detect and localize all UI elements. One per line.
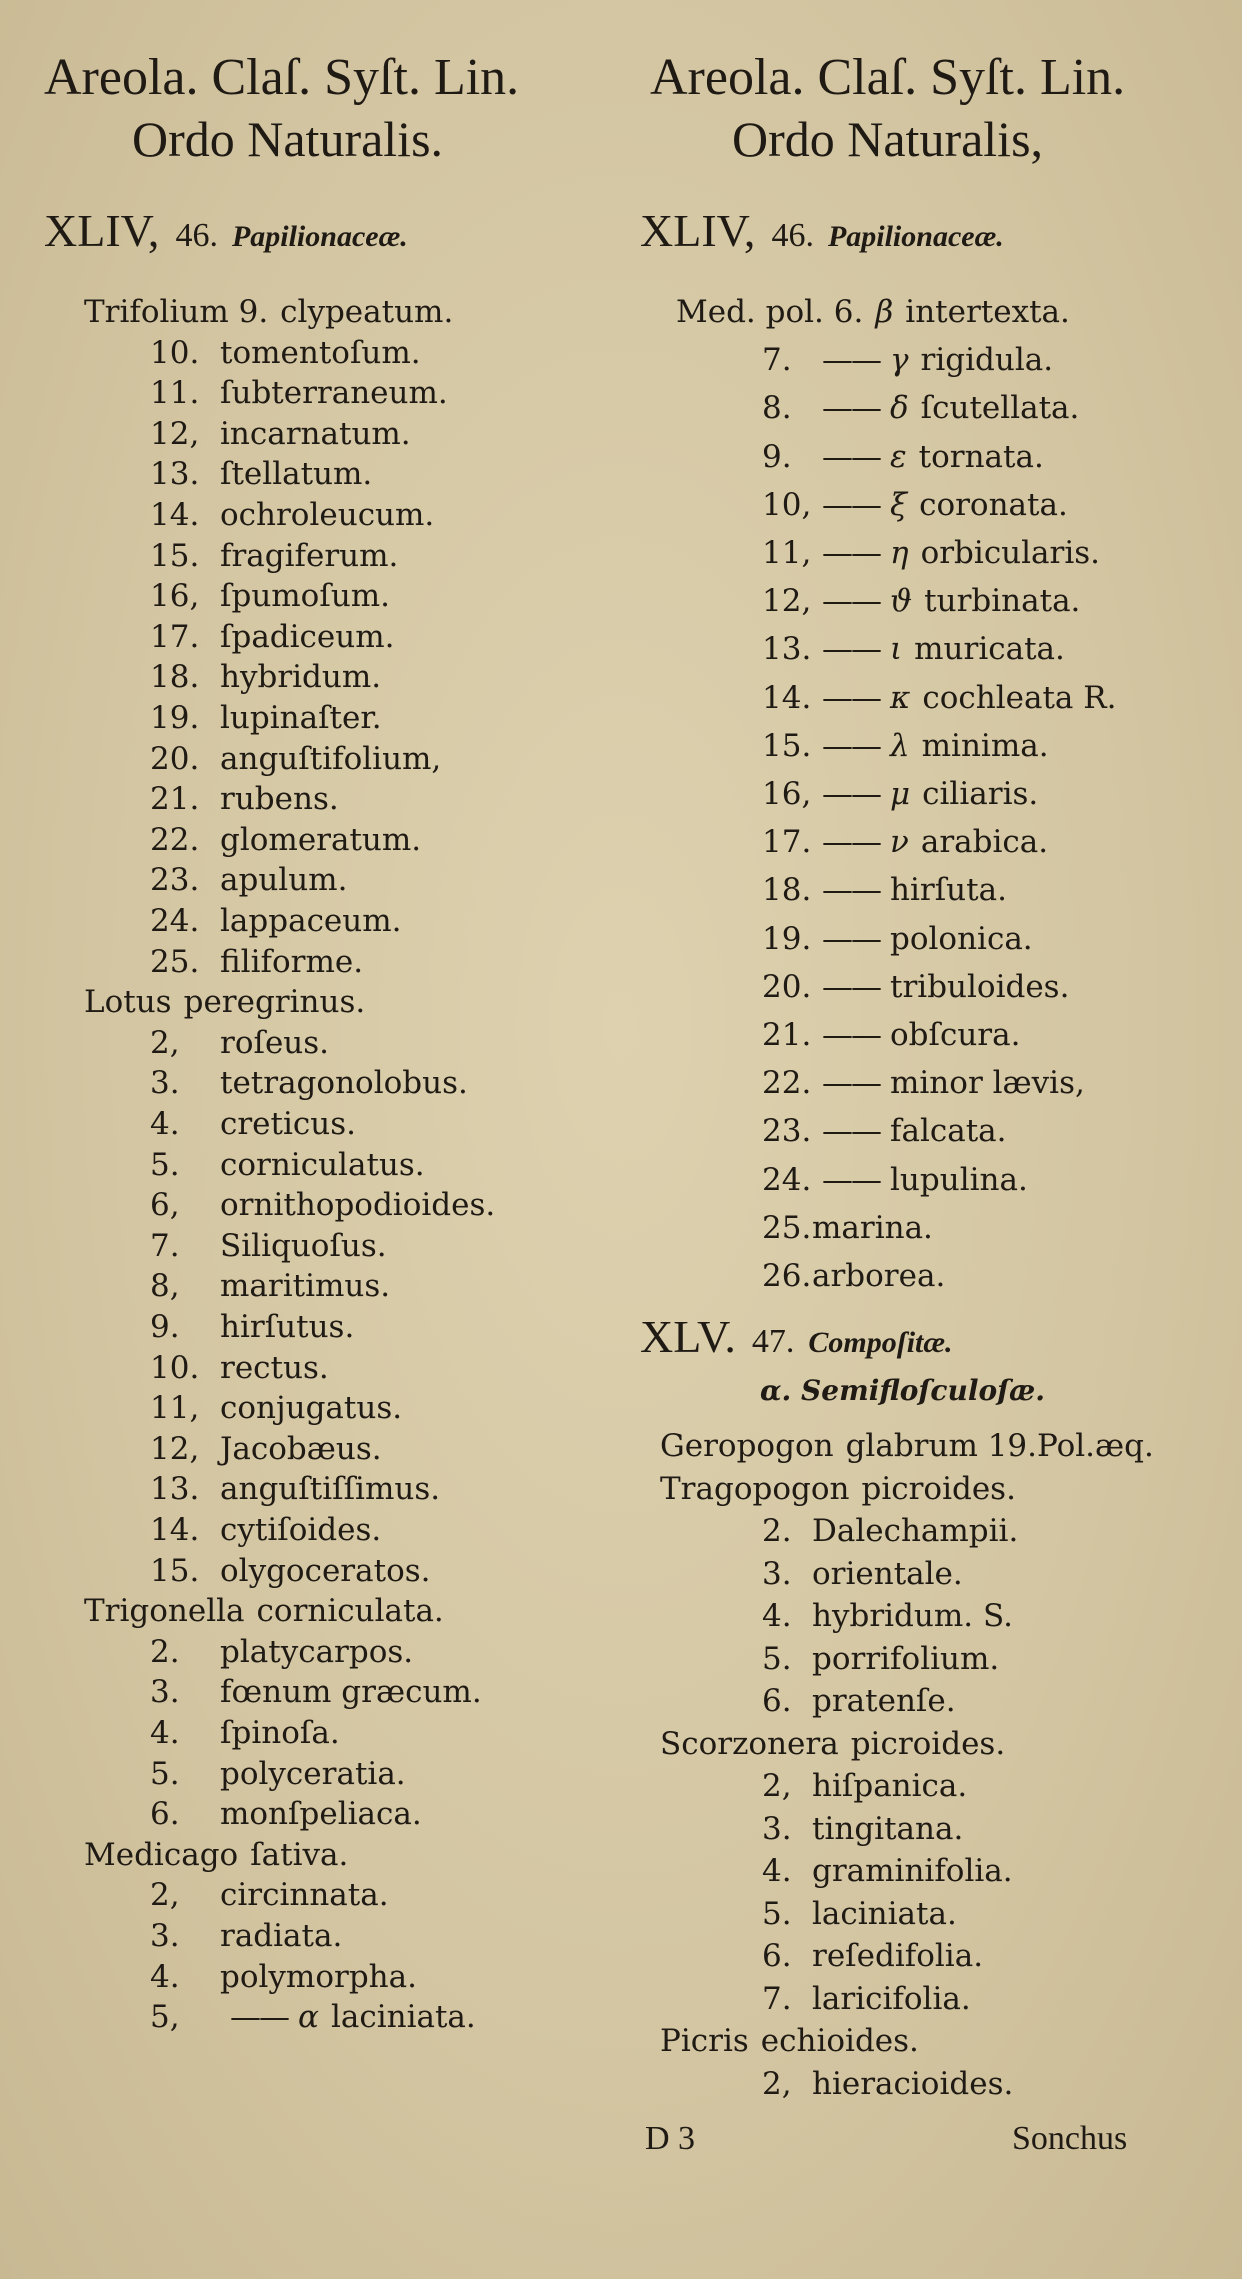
entry-number: 6. [762, 1683, 792, 1719]
species-name: laciniata. [330, 1999, 476, 2036]
list-item [150, 414, 411, 454]
list-item [762, 2064, 1013, 2104]
entry-number: 21. [762, 1017, 812, 1053]
species-name: lappaceum. [220, 903, 402, 939]
list-item [150, 942, 363, 982]
list-item [150, 1185, 495, 1225]
list-item [762, 1979, 971, 2019]
species-name: hybridum. S. [812, 1598, 1013, 1634]
species-name: tingitana. [812, 1810, 964, 1847]
entry-number: 26. [762, 1258, 812, 1294]
list-item [762, 1554, 963, 1594]
list-item [660, 1724, 1005, 1764]
species-name: picroides. [850, 1725, 1006, 1762]
entry-number: 20. [762, 968, 812, 1005]
species-name: turbinata. [924, 583, 1081, 620]
variety-letter: ε [890, 438, 907, 475]
ditto-dash: —— [822, 486, 880, 523]
entry-number: 16, [150, 578, 200, 615]
variety-letter: κ [890, 679, 911, 716]
entry-number: 4. [762, 1853, 792, 1889]
entry-number: 12, [762, 583, 812, 620]
species-name: creticus. [220, 1106, 356, 1142]
list-item [150, 820, 421, 860]
ditto-dash: —— [822, 1113, 880, 1150]
list-item [660, 2021, 919, 2061]
species-name: ciliaris. [922, 776, 1039, 812]
entry-number: 9. [762, 438, 792, 475]
entry-number: 18. [150, 659, 200, 696]
list-item [762, 1015, 1020, 1055]
list-item [84, 1835, 348, 1875]
list-item [150, 373, 448, 413]
header-right-subtitle: Ordo Naturalis, [732, 111, 1044, 167]
section-number: 46. [175, 217, 218, 254]
entry-number: 17. [762, 824, 812, 861]
entry-number: Scorzonera [660, 1725, 839, 1762]
entry-number: Medicago [84, 1836, 239, 1873]
species-name: lupinaſter. [220, 700, 382, 736]
species-name: orientale. [812, 1555, 963, 1592]
list-item [762, 678, 1116, 718]
variety-letter: μ [890, 776, 911, 812]
species-name: orbicularis. [920, 535, 1101, 571]
list-item [150, 1104, 356, 1144]
list-item [150, 1754, 406, 1794]
list-item [84, 1591, 444, 1631]
list-item [150, 1713, 340, 1753]
entry-number: 6. [150, 1796, 180, 1833]
entry-number: 12, [150, 1430, 200, 1467]
entry-number: 13. [150, 456, 200, 493]
entry-number: 15. [762, 727, 812, 764]
species-name: echioides. [760, 2023, 919, 2059]
species-name: hiſpanica. [812, 1768, 968, 1804]
entry-number: Trifolium 9. [84, 294, 269, 330]
entry-number: 23. [150, 862, 200, 899]
entry-number: 13. [762, 631, 812, 668]
species-name: muricata. [914, 631, 1065, 668]
list-item [762, 1256, 945, 1296]
species-name: polymorpha. [220, 1958, 417, 1995]
species-name: platycarpos. [220, 1633, 414, 1670]
signature-mark: D 3 [645, 2120, 696, 2157]
ditto-dash: —— [822, 824, 880, 861]
list-item [150, 1469, 440, 1509]
species-name: arborea. [812, 1258, 946, 1294]
list-item [762, 822, 1048, 862]
entry-number: 23. [762, 1113, 812, 1150]
section-number: 47. [751, 1323, 795, 1360]
section-family: Compoſitæ. [808, 1326, 953, 1359]
ditto-dash: —— [822, 535, 880, 571]
species-name: ſpumoſum. [220, 578, 391, 615]
variety-letter: β [875, 294, 894, 330]
entry-number: 11, [150, 1390, 200, 1427]
list-item [150, 1063, 468, 1103]
ditto-dash: —— [822, 679, 880, 716]
species-name: Siliquoſus. [220, 1227, 387, 1264]
species-name: ſubterraneum. [220, 375, 448, 412]
entry-number: 2, [150, 1877, 180, 1914]
list-item [762, 1681, 956, 1721]
list-item [762, 388, 1079, 428]
list-item [150, 576, 390, 616]
entry-number: 21. [150, 781, 200, 818]
list-item [762, 1596, 1013, 1636]
entry-number: 6. [762, 1938, 792, 1974]
entry-number: 17. [150, 618, 200, 655]
entry-number: 2, [762, 1768, 792, 1804]
entry-number: 13. [150, 1471, 200, 1508]
list-item [84, 292, 453, 332]
section-family: Papilionaceæ. [827, 220, 1004, 253]
species-name: glomeratum. [220, 821, 422, 858]
entry-number: 15. [150, 1552, 200, 1589]
list-item [762, 1111, 1007, 1151]
entry-number: 14. [762, 679, 812, 716]
list-item [150, 1266, 390, 1306]
list-item [84, 982, 365, 1022]
list-item [676, 292, 1070, 332]
species-name: tomentoſum. [220, 334, 421, 371]
species-name: pratenſe. [812, 1683, 956, 1719]
entry-number: 24. [762, 1161, 812, 1198]
list-item [150, 779, 339, 819]
entry-number: 14. [150, 497, 200, 533]
entry-number: 19. [762, 920, 812, 957]
list-item [762, 485, 1068, 525]
list-item [762, 1809, 963, 1849]
entry-number: 5. [150, 1755, 180, 1792]
entry-number: 22. [150, 821, 200, 858]
entry-number: 3. [150, 1918, 180, 1954]
section-roman: XLIV, [44, 205, 160, 256]
entry-number: 14. [150, 1512, 200, 1548]
entry-number: 24. [150, 903, 200, 939]
list-item [150, 1794, 422, 1834]
list-item [150, 1875, 389, 1915]
list-item [150, 860, 347, 900]
entry-number: 9. [150, 1309, 180, 1345]
species-name: ſpinoſa. [220, 1715, 340, 1751]
list-item [660, 1469, 1016, 1509]
list-item [762, 1851, 1013, 1891]
species-name: peregrinus. [183, 984, 366, 1021]
species-name: ſativa. [250, 1836, 349, 1873]
entry-number: 10, [762, 486, 812, 523]
species-name: Jacobæus. [220, 1430, 382, 1467]
species-name: circinnata. [220, 1877, 389, 1914]
list-item [150, 1632, 413, 1672]
species-name: ochroleucum. [220, 497, 435, 533]
entry-number: 2, [150, 1024, 180, 1061]
species-name: falcata. [890, 1113, 1007, 1150]
ditto-dash: —— [822, 920, 880, 957]
species-name: anguſtifolium, [220, 740, 442, 777]
list-item [762, 1766, 967, 1806]
header-left-title: Areola. Claſ. Syſt. Lin. [44, 49, 520, 106]
species-name: laciniata. [812, 1895, 957, 1932]
species-name: rectus. [220, 1349, 329, 1386]
entry-number: 3. [762, 1555, 792, 1592]
entry-number: Trigonella [84, 1593, 245, 1630]
species-name: graminifolia. [812, 1853, 1013, 1889]
entry-number: 20. [150, 740, 200, 777]
variety-letter: λ [890, 727, 910, 764]
section-heading-right-top [640, 206, 1004, 262]
entry-number: Tragopogon [660, 1470, 850, 1507]
species-name: obſcura. [890, 1017, 1021, 1053]
list-item [150, 454, 372, 494]
entry-number: 8. [762, 390, 792, 427]
species-name: corniculata. [256, 1593, 444, 1630]
species-name: tetragonolobus. [220, 1065, 468, 1102]
list-item [762, 1639, 999, 1679]
species-name: lupulina. [890, 1161, 1028, 1198]
variety-letter: γ [890, 342, 909, 379]
section-family: Papilionaceæ. [231, 220, 408, 253]
list-item [150, 1307, 354, 1347]
entry-number: 5. [150, 1146, 180, 1183]
species-name: maritimus. [220, 1268, 391, 1305]
species-name: corniculatus. [220, 1146, 425, 1183]
entry-number: 15. [150, 537, 200, 574]
header-left-subtitle: Ordo Naturalis. [132, 111, 444, 167]
ditto-dash: —— [822, 342, 880, 379]
entry-number: 7. [150, 1227, 180, 1264]
species-name: fragiferum. [220, 537, 399, 574]
species-name: anguſtiſſimus. [220, 1471, 441, 1508]
list-item [150, 1023, 329, 1063]
section-roman: XLV. [640, 1311, 736, 1362]
list-item [762, 437, 1044, 477]
list-item [762, 581, 1080, 621]
entry-number: 2. [762, 1513, 792, 1549]
entry-number: 16, [762, 776, 812, 812]
species-name: radiata. [220, 1918, 343, 1954]
ditto-dash: —— [822, 583, 880, 620]
entry-number: 4. [762, 1598, 792, 1634]
species-name: rigidula. [920, 342, 1054, 379]
entry-number: 3. [150, 1674, 180, 1711]
species-name: minima. [921, 727, 1049, 764]
species-name: picroides. [861, 1470, 1016, 1507]
species-name: coronata. [919, 486, 1068, 523]
list-item [762, 967, 1069, 1007]
species-name: filiforme. [220, 943, 364, 980]
species-name: incarnatum. [220, 415, 411, 452]
species-name: cochleata R. [922, 679, 1117, 716]
species-name: rubens. [220, 781, 339, 818]
entry-number: 2, [762, 2065, 792, 2102]
list-item [150, 1510, 381, 1550]
species-name: fœnum græcum. [220, 1674, 482, 1711]
subsection-heading: α. Semifloſculoſæ. [760, 1374, 1046, 1407]
list-item [150, 536, 398, 576]
entry-number: Picris [660, 2023, 749, 2059]
variety-letter: ϑ [890, 583, 913, 620]
species-name: hirſutus. [220, 1309, 355, 1345]
species-name: tribuloides. [890, 968, 1070, 1005]
entry-number: 4. [150, 1715, 180, 1751]
ditto-dash: —— [822, 1161, 880, 1198]
list-item [660, 1426, 1154, 1466]
ditto-dash: —— [230, 1999, 288, 2036]
list-item [150, 1997, 476, 2037]
list-item [762, 870, 1007, 910]
entry-number: Geropogon [660, 1428, 834, 1464]
list-item [150, 495, 434, 535]
list-item [150, 1957, 417, 1997]
species-name: hieracioides. [812, 2065, 1014, 2102]
ditto-dash: —— [822, 390, 880, 427]
list-item [762, 919, 1033, 959]
variety-letter: η [890, 535, 909, 571]
entry-number: 7. [762, 342, 792, 379]
ditto-dash: —— [822, 968, 880, 1005]
species-name: glabrum 19.Pol.æq. [845, 1428, 1154, 1464]
entry-number: 12, [150, 415, 200, 452]
species-name: polonica. [890, 920, 1033, 957]
species-name: reſedifolia. [812, 1938, 984, 1974]
entry-number: 22. [762, 1065, 812, 1102]
species-name: roſeus. [220, 1024, 330, 1061]
list-item [150, 1348, 329, 1388]
header-right-title: Areola. Claſ. Syſt. Lin. [650, 49, 1126, 106]
entry-number: 2. [150, 1633, 180, 1670]
entry-number: 5. [762, 1895, 792, 1932]
section-heading-right [640, 1312, 953, 1368]
ditto-dash: —— [822, 631, 880, 668]
list-item [762, 1160, 1028, 1200]
ditto-dash: —— [822, 727, 880, 764]
species-name: apulum. [220, 862, 348, 899]
list-item [762, 1063, 1085, 1103]
entry-number: 5. [762, 1640, 792, 1677]
list-item [150, 1145, 425, 1185]
entry-number: 18. [762, 872, 812, 909]
ditto-dash: —— [822, 872, 880, 909]
entry-number: 10. [150, 1349, 200, 1386]
list-item [150, 901, 402, 941]
species-name: arabica. [920, 824, 1049, 861]
section-roman: XLIV, [640, 205, 756, 256]
entry-number: 10. [150, 334, 200, 371]
entry-number: 3. [762, 1810, 792, 1847]
species-name: porrifolium. [812, 1640, 1000, 1677]
list-item [150, 1672, 482, 1712]
list-item [762, 1894, 957, 1934]
list-item [762, 340, 1053, 380]
species-name: tornata. [918, 438, 1044, 475]
species-name: hirſuta. [890, 872, 1007, 909]
species-name: monſpeliaca. [220, 1796, 422, 1833]
species-name: clypeatum. [280, 294, 454, 330]
entry-number: 25. [150, 943, 200, 980]
species-name: conjugatus. [220, 1390, 403, 1427]
species-name: hybridum. [220, 659, 382, 696]
species-name: ſtellatum. [220, 456, 373, 493]
species-name: marina. [812, 1209, 933, 1246]
list-item [150, 1388, 402, 1428]
entry-number: 25. [762, 1209, 812, 1246]
entry-number: 4. [150, 1106, 180, 1142]
list-item [150, 333, 421, 373]
entry-number: 11. [150, 375, 200, 412]
entry-number: 8, [150, 1268, 180, 1305]
list-item [150, 698, 382, 738]
species-name: Dalechampii. [812, 1513, 1019, 1549]
entry-number: 11, [762, 535, 812, 571]
species-name: ſpadiceum. [220, 618, 395, 655]
ditto-dash: —— [822, 776, 880, 812]
variety-letter: ξ [890, 486, 908, 523]
section-number: 46. [771, 217, 814, 254]
entry-number: 3. [150, 1065, 180, 1102]
list-item [150, 657, 381, 697]
species-name: minor lævis, [890, 1065, 1085, 1102]
list-item [150, 1226, 387, 1266]
entry-number: 5, [150, 1999, 180, 2036]
entry-number: 6, [150, 1187, 180, 1224]
list-item [150, 1429, 382, 1469]
list-item [150, 739, 441, 779]
variety-letter: ν [890, 824, 909, 861]
entry-number: Lotus [84, 984, 172, 1021]
variety-letter: ι [890, 631, 903, 668]
list-item [762, 533, 1100, 573]
species-name: polyceratia. [220, 1755, 406, 1792]
list-item [150, 617, 394, 657]
list-item [150, 1916, 342, 1956]
species-name: intertexta. [905, 294, 1070, 330]
list-item [762, 629, 1065, 669]
list-item [150, 1551, 431, 1591]
species-name: cytiſoides. [220, 1512, 382, 1548]
variety-letter: α [298, 1999, 319, 2036]
list-item [762, 1208, 933, 1248]
list-item [762, 726, 1049, 766]
ditto-dash: —— [822, 1017, 880, 1053]
list-item [762, 774, 1038, 814]
ditto-dash: —— [822, 1065, 880, 1102]
variety-letter: δ [890, 390, 909, 427]
species-name: laricifolia. [812, 1980, 971, 2017]
entry-number: Med. pol. 6. [676, 294, 864, 330]
species-name: ſcutellata. [920, 390, 1080, 427]
section-heading-left [44, 206, 408, 262]
entry-number: 19. [150, 700, 200, 736]
list-item [762, 1511, 1018, 1551]
ditto-dash: —— [822, 438, 880, 475]
catchword: Sonchus [1012, 2120, 1128, 2157]
list-item [762, 1936, 983, 1976]
entry-number: 7. [762, 1980, 792, 2017]
species-name: ornithopodioides. [220, 1187, 496, 1224]
species-name: olygoceratos. [220, 1552, 431, 1589]
entry-number: 4. [150, 1958, 180, 1995]
